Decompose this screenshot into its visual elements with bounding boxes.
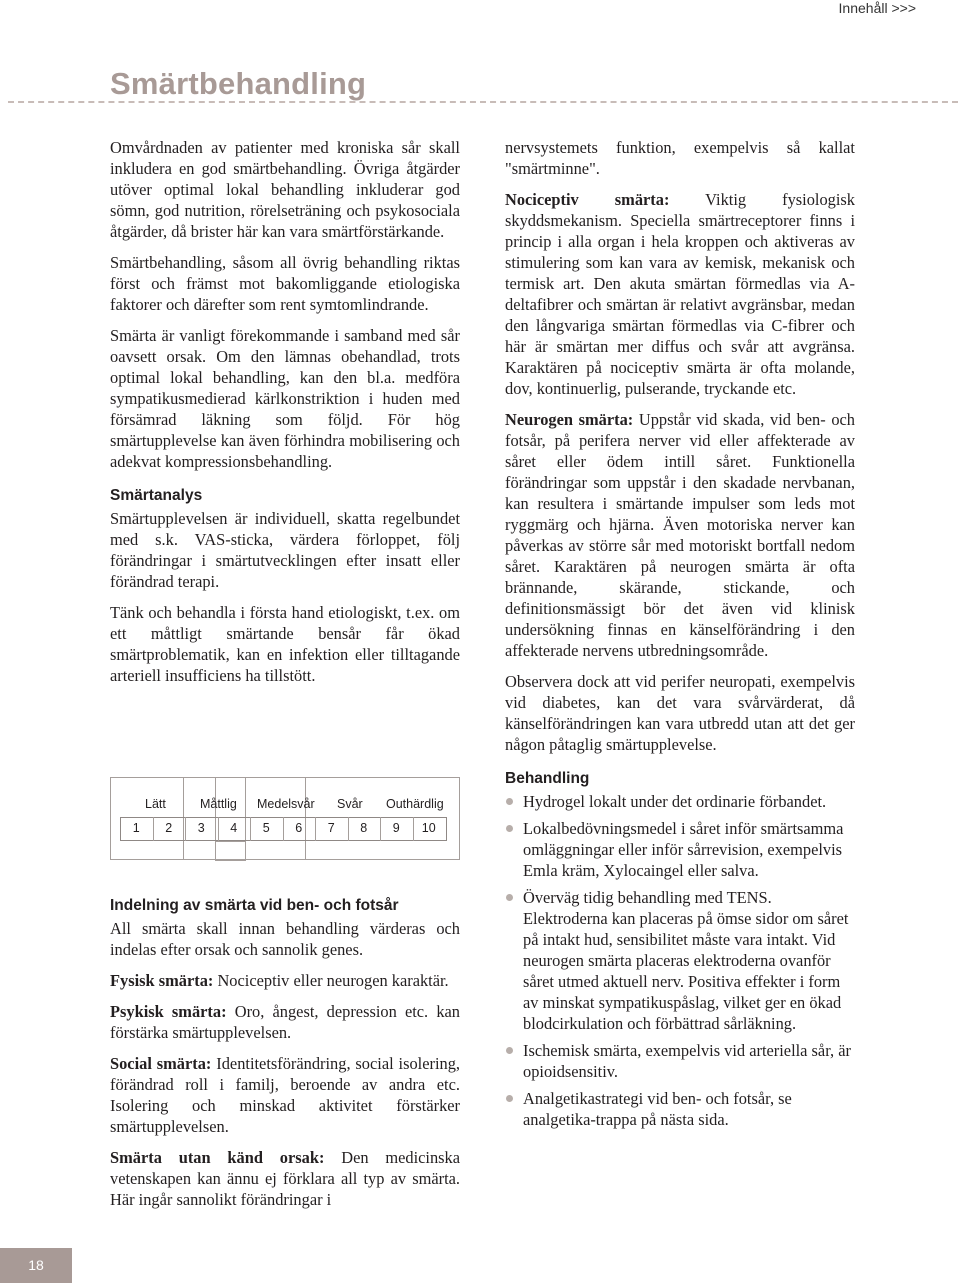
neurogenic-pain-paragraph [505,409,855,661]
scale-label-unbearable: Outhärdlig [386,797,444,811]
pain-analysis-heading: Smärtanalys [110,487,203,504]
physical-pain-label: Fysisk smärta: [110,971,214,990]
scale-guide [215,841,246,842]
physical-pain-text: Nociceptiv eller neurogen karaktär. [213,971,449,990]
list-item: Överväg tidig behandling med TENS. Elektroderna kan placeras på ömse sidor om såret på intakt hud, sensibilitet måste vara intakt. Vid neurogen smärta placeras elektroderna ovanför såret utmed aktuell nerv. Positiva effekter i form av minskat sympatikuspåslag, vilket ger en ökad blodcirkulation och förbättrad sårläkning. [505,887,855,1034]
etiology-paragraph: Tänk och behandla i första hand etiologiskt, t.ex. om ett måttligt smärtande bensår får ökad smärtproblematik, kan en infektion eller tilltagande arteriell insufficiens ha tillstött. [110,603,460,685]
social-pain-label: Social smärta: [110,1054,212,1073]
unknown-pain-label: Smärta utan känd orsak: [110,1148,325,1167]
scale-divider [218,817,219,841]
psychic-pain-text: Oro, ångest, depression etc. kan förstärka smärtupplevelsen. [110,1002,461,1042]
classification-paragraph: All smärta skall innan behandling värderas och indelas efter orsak och sannolik genes. [110,919,460,959]
scale-divider [413,817,414,841]
nociceptive-pain-label: Nociceptiv smärta: [505,190,670,209]
scale-number: 7 [327,821,335,835]
scale-number: 3 [197,821,205,835]
treatment-list [505,791,855,1130]
page-number: 18 [0,1248,72,1283]
neurogenic-pain-label: Neurogen smärta: [505,410,634,429]
nociceptive-pain-paragraph [505,189,855,399]
scale-divider [185,817,186,841]
scale-label-mild: Lätt [145,797,166,811]
scale-divider [348,817,349,841]
scale-divider [380,817,381,841]
neurogenic-pain-text: Uppstår vid skada, vid ben- och fotsår, på perifera nerver vid eller affekterade av såret eller ödem intill såret. Funktionella förändringar som uppstår i den skadade nervbanan, kan resultera i smärtande impulser som leds mot ryggmärg och hjärna. Även motoriska nerver kan påverkas av större sår med motoriskt bortfall nedom såret. Karaktären på neurogen smärta är ofta brännande, skärande, stickande, och definitionsmässigt bör det även vid klinisk undersökning finnas en känselförändring i den affekterade nervens utbredningsområde. [505,410,855,660]
scale-number: 5 [262,821,270,835]
scale-number: 6 [295,821,303,835]
social-pain-paragraph [110,1053,460,1137]
scale-label-severe: Svår [337,797,363,811]
pain-classification-heading: Indelning av smärta vid ben- och fotsår [110,897,399,914]
scale-number: 8 [360,821,368,835]
list-item: Lokalbedövningsmedel i såret inför smärtsamma omläggningar eller inför sårrevision, exempelvis Emla kräm, Xylocaingel eller salva. [505,818,855,881]
social-pain-text: Identitetsförändring, social isolering, förändrad roll i familj, beroende av andra etc. Isolering och minskad aktivitet förstärker smärtupplevelsen. [110,1054,460,1136]
pain-scale [110,777,460,860]
title-divider [8,101,958,103]
list-item: Hydrogel lokalt under det ordinarie förbandet. [505,791,855,812]
scale-divider [283,817,284,841]
scale-divider [250,817,251,841]
scale-number: 9 [392,821,400,835]
neuropathy-paragraph: Observera dock att vid perifer neuropati, exempelvis vid diabetes, kan det vara svårvärderat, då känselförändringen kan vara utbredd utan att det ger någon påtaglig smärtupplevelse. [505,672,855,754]
psychic-pain-paragraph [110,1001,460,1043]
page-title: Smärtbehandling [110,66,367,101]
unknown-pain-text: Den medicinska vetenskapen kan ännu ej förklara all typ av smärta. Här ingår sannolikt förändringar i [110,1148,460,1209]
scale-number: 4 [230,821,238,835]
treatment-heading: Behandling [505,770,590,787]
physical-pain-paragraph [110,970,460,991]
unknown-pain-paragraph [110,1147,460,1210]
scale-number: 2 [165,821,173,835]
list-item: Analgetikastrategi vid ben- och fotsår, se analgetika-trappa på nästa sida. [505,1088,855,1130]
vas-paragraph: Smärtupplevelsen är individuell, skatta regelbundet med s.k. VAS-sticka, värdera förloppet, följ förändringar i smärtutvecklingen efter insatt eller förändrad terapi. [110,509,460,591]
scale-label-moderate: Måttlig [200,797,237,811]
scale-divider [315,817,316,841]
continuation-paragraph: nervsystemets funktion, exempelvis så kallat "smärtminne". [505,138,855,178]
scale-number: 1 [132,821,140,835]
scale-number: 10 [421,821,436,835]
scale-label-medium: Medelsvår [257,797,315,811]
treatment-paragraph: Smärtbehandling, såsom all övrig behandling riktas först och främst mot bakomliggande etiologiska faktorer och därefter som rent symtomlindrande. [110,253,460,314]
psychic-pain-label: Psykisk smärta: [110,1002,227,1021]
list-item: Ischemisk smärta, exempelvis vid arteriella sår, är opioidsensitiv. [505,1040,855,1082]
left-column-lower [110,896,460,1220]
intro-paragraph: Omvårdnaden av patienter med kroniska sår skall inkludera en god smärtbehandling. Övriga åtgärder utöver optimal lokal behandling inkluderar god sömn, god nutrition, rörelseträning och psykosociala åtgärder, då brister här kan vara smärtförstärkande. [110,138,460,241]
wound-pain-paragraph: Smärta är vanligt förekommande i samband med sår oavsett orsak. Om den lämnas obehandlad, trots optimal lokal behandling, kan den bl.a. medföra sympatikusmedierad kärlkonstriktion i huden med försämrad läkning som följd. För hög smärtupplevelse kan även förhindra mobilisering och adekvat kompressionsbehandling. [110,326,460,471]
nociceptive-pain-text: Viktig fysiologisk skyddsmekanism. Speciella smärtreceptorer finns i princip i alla organ i hela kroppen och aktiveras av stimulering som kan vara av kemisk, mekanisk och termisk art. Den akuta smärtan förmedlas via A-deltafibrer och smärtan är relativt avgränsbar, medan den långvariga smärtan förmedlas via C-fibrer och här är smärtan mer diffus och svår att avgränsa. Karaktären på nociceptiv smärta är ofta molande, dov, kontinuerlig, pulserande, tryckande etc. [505,190,855,398]
scale-guide [215,860,246,861]
right-column [505,137,855,1136]
contents-link[interactable]: Innehåll >>> [838,0,916,16]
scale-divider [153,817,154,841]
left-column [110,137,460,696]
